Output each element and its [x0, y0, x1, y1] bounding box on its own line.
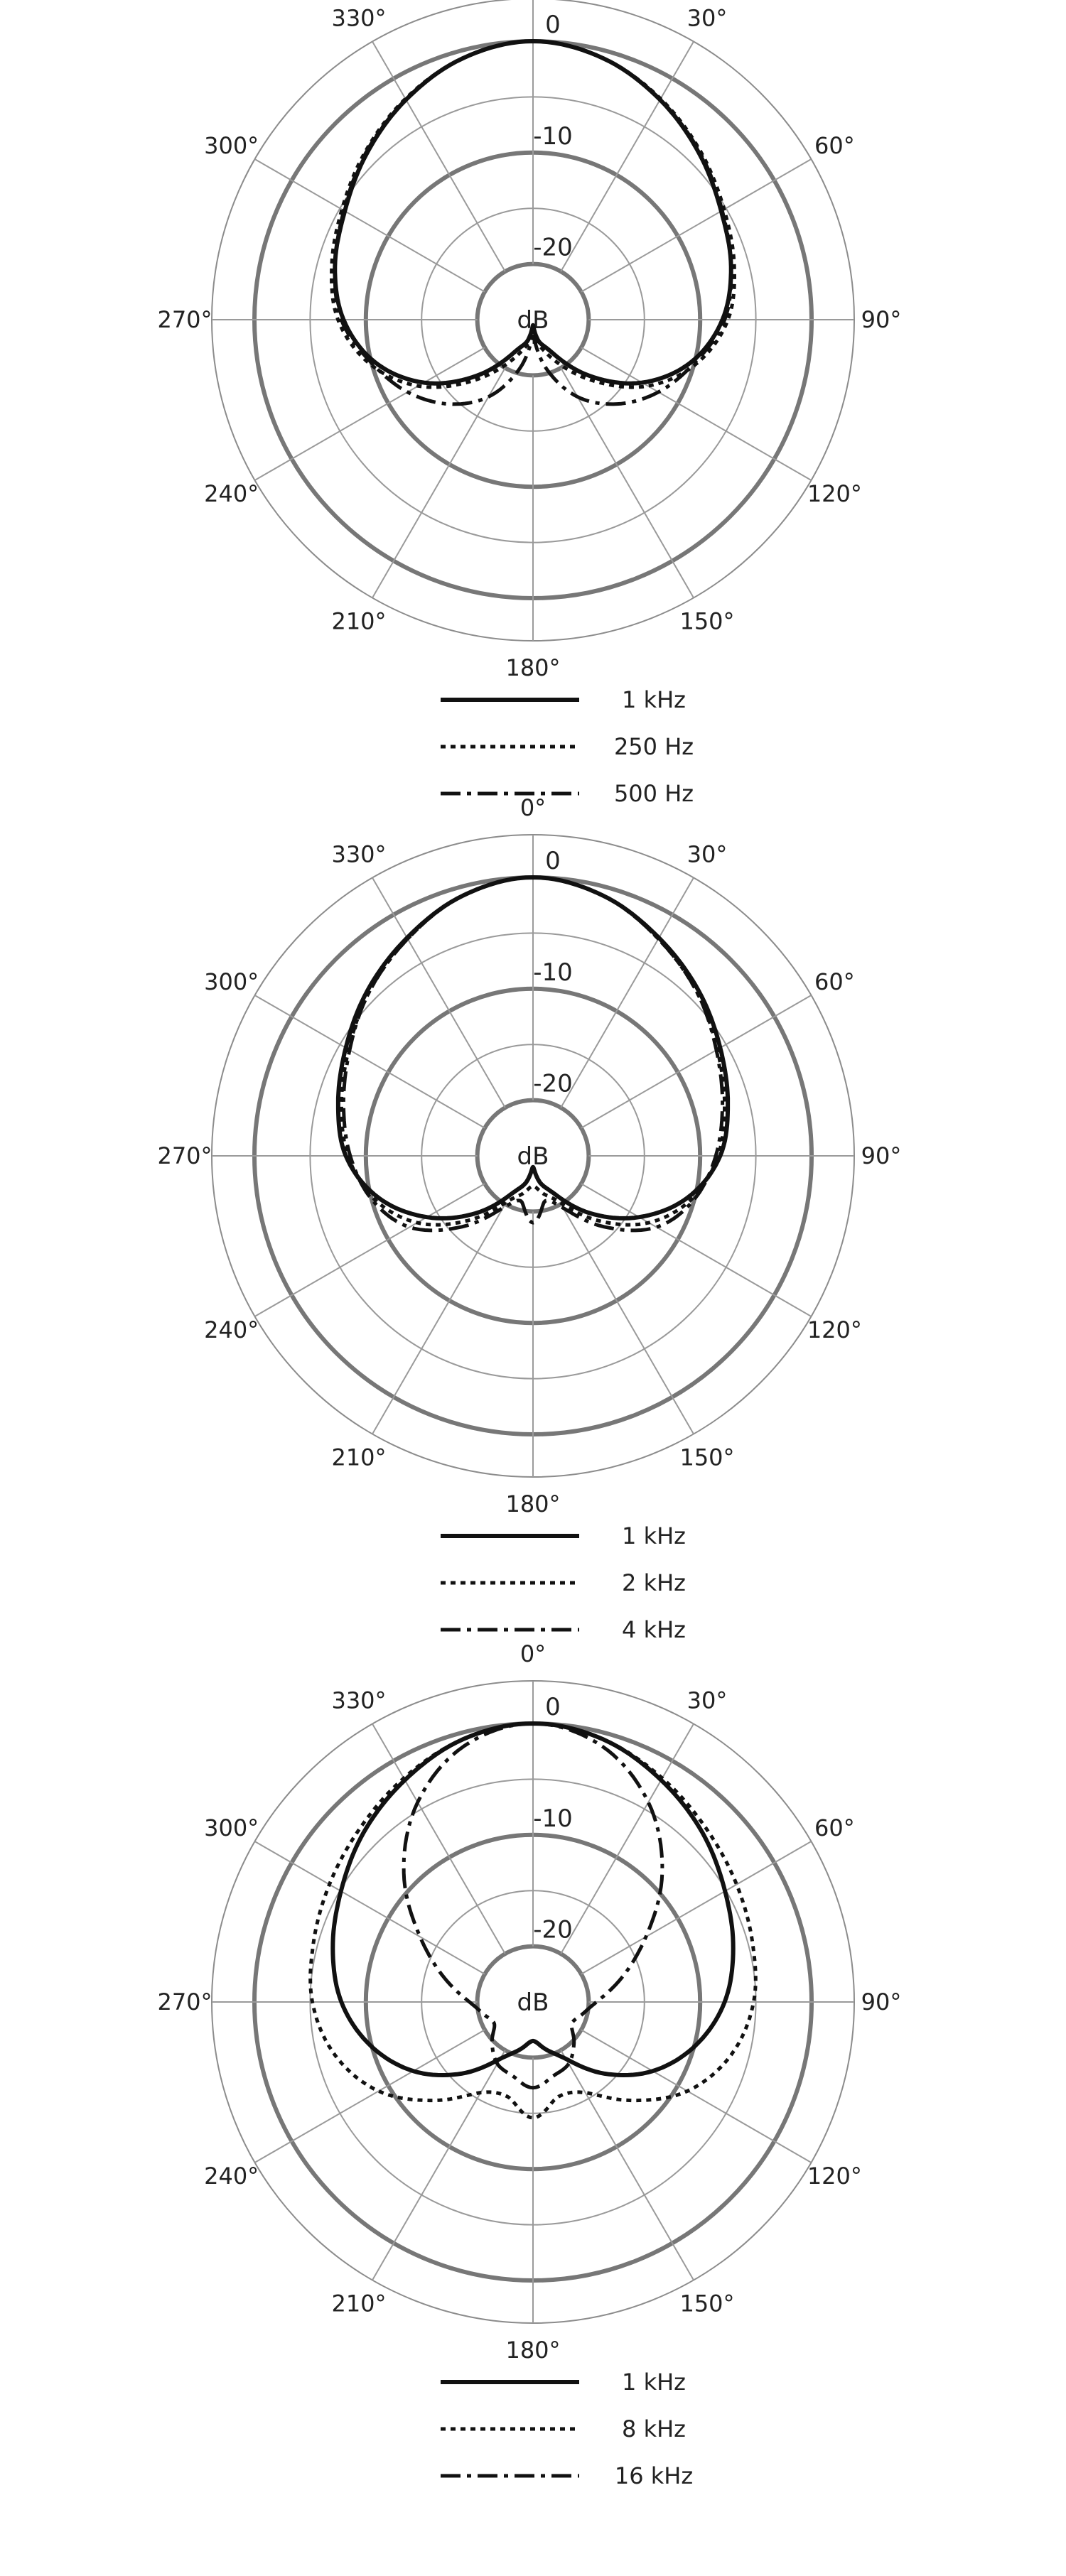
- db-tick-label: 0: [545, 847, 561, 875]
- spoke-line: [561, 1724, 694, 1954]
- spoke-line: [581, 1184, 812, 1316]
- angle-tick-label: 90°: [861, 1142, 902, 1169]
- spoke-line: [561, 2050, 694, 2280]
- db-unit-label: dB: [517, 1142, 549, 1171]
- spoke-line: [255, 159, 485, 292]
- angle-tick-label: 180°: [505, 1490, 561, 1517]
- angle-tick-label: 60°: [814, 968, 855, 995]
- legend-label: 16 kHz: [614, 2462, 694, 2489]
- angle-tick-label: 210°: [331, 1444, 387, 1471]
- angle-tick-label: 120°: [807, 2163, 862, 2190]
- angle-tick-label: 150°: [679, 607, 735, 635]
- angle-tick-label: 30°: [687, 1687, 728, 1714]
- legend: [441, 2369, 693, 2489]
- spoke-line: [581, 159, 812, 292]
- db-tick-label: -10: [533, 121, 573, 151]
- db-tick-label: 0: [545, 11, 561, 39]
- angle-tick-label: 120°: [807, 480, 862, 507]
- spoke-line: [372, 1204, 505, 1434]
- angle-tick-label: 180°: [505, 654, 561, 681]
- spoke-line: [581, 1841, 812, 1974]
- spoke-line: [372, 1724, 505, 1954]
- angle-tick-label: 300°: [204, 968, 259, 995]
- spoke-line: [255, 1184, 485, 1316]
- spoke-line: [561, 42, 694, 272]
- angle-tick-label: 240°: [204, 1316, 259, 1343]
- angle-tick-label: 270°: [157, 1988, 212, 2015]
- angle-tick-label: 330°: [331, 1687, 387, 1714]
- angle-tick-label: 270°: [157, 1142, 212, 1169]
- legend-label: 4 kHz: [622, 1616, 686, 1643]
- legend: [441, 1522, 686, 1643]
- spoke-line: [581, 2030, 812, 2163]
- angle-tick-label: 330°: [331, 840, 387, 868]
- angle-tick-label: 210°: [331, 607, 387, 635]
- angle-tick-label: 150°: [679, 2290, 735, 2317]
- spoke-line: [255, 1841, 485, 1974]
- db-tick-label: -20: [533, 1069, 573, 1098]
- spoke-line: [255, 995, 485, 1128]
- spoke-line: [372, 2050, 505, 2280]
- legend-label: 250 Hz: [613, 733, 694, 760]
- db-unit-label: dB: [517, 1988, 549, 2017]
- angle-tick-label: 270°: [157, 306, 212, 333]
- db-tick-label: -20: [533, 1915, 573, 1944]
- angle-tick-label: 90°: [861, 306, 902, 333]
- legend-label: 1 kHz: [622, 1522, 686, 1549]
- spoke-line: [372, 368, 505, 598]
- angle-tick-label: 150°: [679, 1444, 735, 1471]
- angle-tick-label: 240°: [204, 2163, 259, 2190]
- angle-tick-label: 30°: [687, 840, 728, 868]
- legend-label: 2 kHz: [622, 1569, 686, 1596]
- angle-tick-label: 0°: [519, 794, 547, 821]
- spoke-line: [255, 2030, 485, 2163]
- angle-tick-label: 300°: [204, 1814, 259, 1841]
- polar-chart-1: [157, 0, 901, 807]
- db-tick-label: -10: [533, 1804, 573, 1833]
- spoke-line: [255, 347, 485, 480]
- db-unit-label: dB: [517, 306, 549, 335]
- polar-chart-2: [157, 794, 901, 1643]
- angle-tick-label: 330°: [331, 4, 387, 32]
- spoke-line: [581, 347, 812, 480]
- spoke-line: [561, 368, 694, 598]
- polar-chart-3: [157, 1640, 901, 2489]
- legend-label: 8 kHz: [622, 2415, 686, 2442]
- db-tick-label: -20: [533, 233, 573, 262]
- angle-tick-label: 60°: [814, 132, 855, 159]
- legend-label: 500 Hz: [613, 780, 694, 807]
- spoke-line: [581, 995, 812, 1128]
- angle-tick-label: 0°: [519, 1640, 547, 1667]
- spoke-line: [372, 42, 505, 272]
- db-tick-label: -10: [533, 958, 573, 987]
- spoke-line: [561, 1204, 694, 1434]
- angle-tick-label: 300°: [204, 132, 259, 159]
- db-tick-label: 0: [545, 1693, 561, 1721]
- angle-tick-label: 180°: [505, 2337, 561, 2364]
- legend-label: 1 kHz: [622, 2369, 686, 2396]
- angle-tick-label: 210°: [331, 2290, 387, 2317]
- legend: [441, 686, 694, 807]
- angle-tick-label: 60°: [814, 1814, 855, 1841]
- legend-label: 1 kHz: [622, 686, 686, 713]
- angle-tick-label: 120°: [807, 1316, 862, 1343]
- angle-tick-label: 30°: [687, 4, 728, 32]
- angle-tick-label: 90°: [861, 1988, 902, 2015]
- angle-tick-label: 240°: [204, 480, 259, 507]
